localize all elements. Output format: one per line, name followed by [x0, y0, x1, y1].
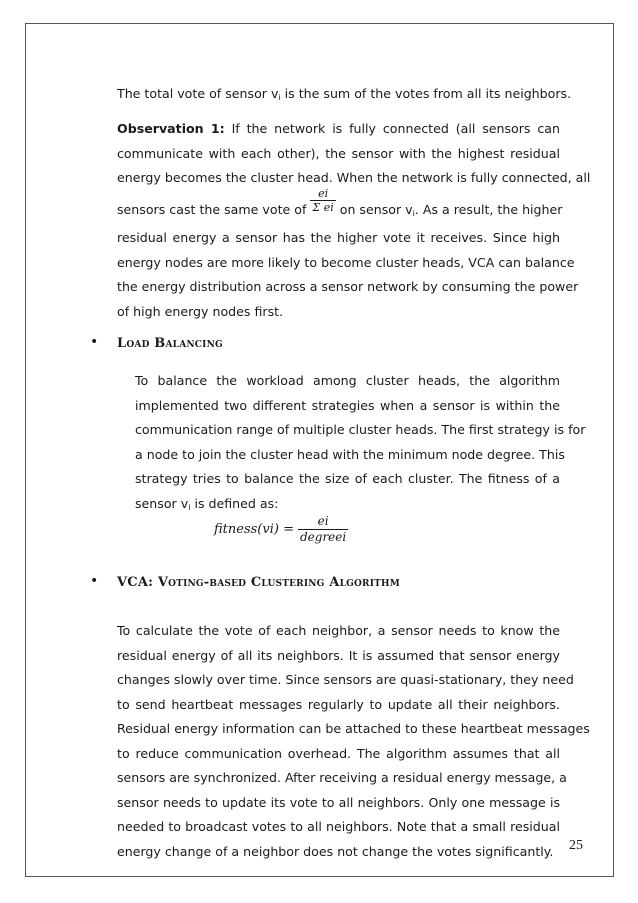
- observation-line-8: of high energy nodes first.: [117, 303, 284, 319]
- page-number: 25: [569, 838, 583, 853]
- observation-text-4b: on sensor v: [335, 202, 413, 217]
- vca-line: needed to broadcast votes to all neighbors. Note that a small residual: [117, 819, 560, 834]
- load-balancing-line-2: implemented two different strategies when a sensor is within the: [135, 397, 560, 413]
- vote-fraction-denominator: Σ ei: [312, 201, 334, 214]
- intro-text-a: The total vote of sensor v: [117, 86, 279, 101]
- vote-fraction: [310, 187, 335, 214]
- load-balancing-line-6: [135, 492, 560, 517]
- observation-label: Observation 1:: [117, 121, 225, 136]
- load-balancing-subscript: i: [188, 502, 191, 512]
- vca-line: energy change of a neighbor does not change the votes significantly.: [117, 843, 554, 859]
- vca-line: sensors are synchronized. After receiving a residual energy message, a: [117, 770, 567, 785]
- vca-heading: VCA: Voting-based Clustering Algorithm: [117, 575, 400, 590]
- observation-line-5: residual energy a sensor has the higher vote it receives. Since high: [117, 230, 560, 245]
- load-balancing-line-3: communication range of multiple cluster heads. The first strategy is for: [135, 422, 586, 437]
- observation-text-4c: . As a result, the higher: [414, 202, 563, 217]
- fitness-formula-lhs: fitness(vi) =: [214, 522, 294, 537]
- observation-line-2: communicate with each other), the sensor with the highest residual: [117, 145, 560, 161]
- fitness-formula: [214, 514, 348, 545]
- fitness-fraction-denominator: degreei: [299, 530, 347, 544]
- intro-paragraph: [117, 82, 572, 107]
- load-balancing-text-6a: sensor v: [135, 495, 189, 511]
- intro-text-b: is the sum of the votes from all its neighbors.: [280, 86, 572, 101]
- observation-line-6: energy nodes are more likely to become cluster heads, VCA can balance: [117, 254, 575, 270]
- fitness-fraction-numerator: ei: [317, 514, 329, 528]
- load-balancing-bullet: •: [90, 334, 99, 350]
- observation-paragraph: [117, 117, 591, 191]
- vca-line: changes slowly over time. Since sensors are quasi-stationary, they need: [117, 672, 574, 687]
- load-balancing-line-1: To balance the workload among cluster heads, the algorithm: [135, 373, 560, 388]
- observation-paragraph-cont: [117, 187, 579, 324]
- intro-line: [117, 82, 572, 107]
- vca-line: to reduce communication overhead. The algorithm assumes that all: [117, 745, 560, 761]
- observation-line-7: the energy distribution across a sensor network by consuming the power: [117, 279, 579, 294]
- vca-line: Residual energy information can be attached to these heartbeat messages: [117, 721, 590, 736]
- fitness-fraction: [298, 514, 348, 545]
- intro-subscript: i: [278, 93, 281, 102]
- observation-line-1: [117, 117, 560, 142]
- load-balancing-line-4: a node to join the cluster head with the minimum node degree. This: [135, 446, 565, 462]
- observation-text-4a: sensors cast the same vote of: [117, 202, 307, 217]
- observation-subscript: i: [412, 209, 415, 218]
- load-balancing-paragraph: [135, 369, 586, 516]
- load-balancing-heading: Load Balancing: [117, 336, 223, 351]
- observation-line-4: [117, 187, 563, 226]
- observation-text-1: If the network is fully connected (all sensors can: [231, 121, 560, 136]
- vca-line: To calculate the vote of each neighbor, a sensor needs to know the: [117, 623, 560, 638]
- vote-fraction-numerator: ei: [318, 187, 329, 200]
- load-balancing-text-6b: is defined as:: [190, 495, 279, 511]
- vca-line: residual energy of all its neighbors. It is assumed that sensor energy: [117, 647, 560, 663]
- vca-line: sensor needs to update its vote to all neighbors. Only one message is: [117, 794, 560, 810]
- load-balancing-line-5: strategy tries to balance the size of each cluster. The fitness of a: [135, 471, 560, 486]
- vca-bullet: •: [90, 573, 99, 589]
- observation-line-3: energy becomes the cluster head. When the network is fully connected, all: [117, 170, 591, 185]
- vca-line: to send heartbeat messages regularly to update all their neighbors.: [117, 696, 560, 712]
